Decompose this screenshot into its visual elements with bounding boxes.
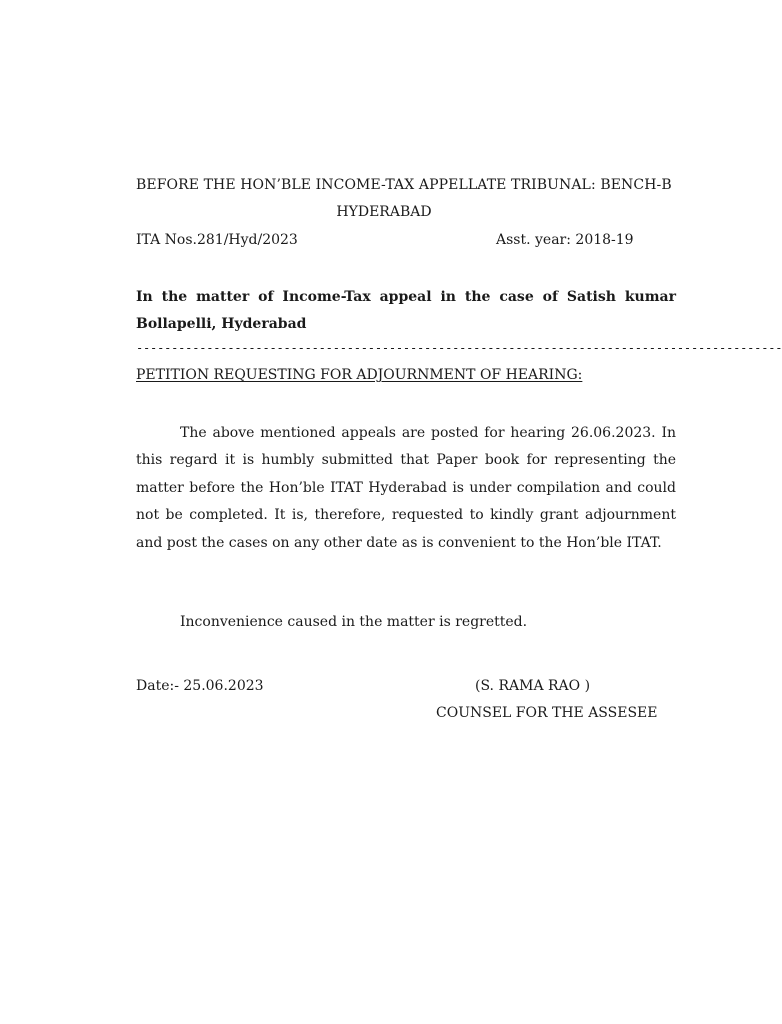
tribunal-heading: BEFORE THE HON’BLE INCOME-TAX APPELLATE TRIBUNAL: BENCH-B <box>136 177 672 193</box>
matter-statement: In the matter of Income-Tax appeal in the case of Satish kumar Bollapelli, Hyderabad <box>136 289 676 332</box>
assessment-year: Asst. year: 2018-19 <box>496 232 634 248</box>
ita-numbers: ITA Nos.281/Hyd/2023 <box>136 232 298 248</box>
petition-subject: PETITION REQUESTING FOR ADJOURNMENT OF HEARING: <box>136 367 583 383</box>
tribunal-place: HYDERABAD <box>336 204 432 220</box>
signatory-name: (S. RAMA RAO ) <box>475 678 591 694</box>
petition-body <box>136 420 676 557</box>
regret-statement: Inconvenience caused in the matter is regretted. <box>180 614 528 630</box>
petition-date: Date:- 25.06.2023 <box>136 678 264 694</box>
separator-line: -------------------------------------------------------------------------------------------- <box>136 341 782 355</box>
signatory-role: COUNSEL FOR THE ASSESEE <box>436 705 658 721</box>
petition-body-text: The above mentioned appeals are posted for hearing 26.06.2023. In this regard it is humbly submitted that Paper book for representing the matter before the Hon’ble ITAT Hyderabad is under compilation and could not be completed. It is, therefore, requested to kindly grant adjournment and post the cases on any other date as is convenient to the Hon’ble ITAT. <box>136 425 676 551</box>
